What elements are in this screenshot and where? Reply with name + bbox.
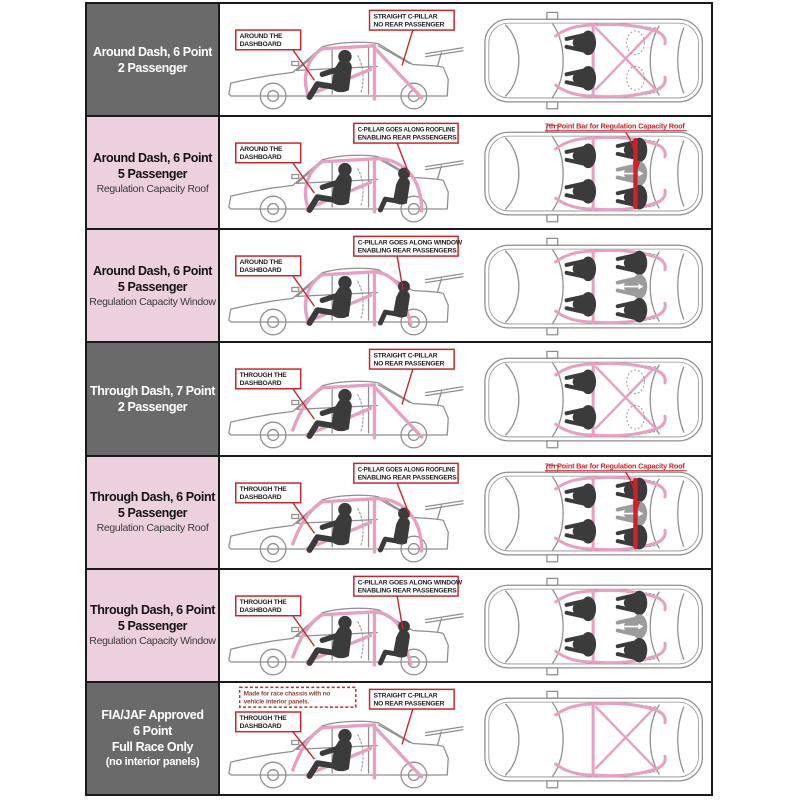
svg-text:THROUGH THE: THROUGH THE (239, 715, 287, 723)
row-label (87, 117, 220, 228)
roll-cage-top (556, 24, 665, 97)
dashboard-callout (236, 256, 301, 276)
top-view-illustration (478, 570, 711, 681)
roll-cage-top (556, 477, 665, 550)
config-row (87, 343, 711, 456)
top-figures (566, 590, 647, 662)
row-label (87, 343, 220, 454)
side-view-illustration (220, 457, 478, 568)
top-view-illustration (478, 117, 711, 228)
svg-text:Made for race chassis with no: Made for race chassis with no (243, 690, 331, 698)
side-figures (310, 389, 352, 436)
c-pillar-callout (370, 350, 455, 370)
rear-passenger-figure (380, 507, 410, 549)
svg-text:ENABLING REAR PASSENGERS: ENABLING REAR PASSENGERS (357, 587, 457, 595)
side-view-illustration (220, 117, 478, 228)
row-illustrations (220, 343, 711, 454)
side-view-illustration (220, 230, 478, 341)
side-view-illustration (220, 4, 478, 115)
side-view-cell (220, 570, 478, 681)
top-view-illustration (478, 4, 711, 115)
row-subtitle: (no interior panels) (105, 756, 200, 769)
passenger-top-figure (618, 524, 648, 549)
side-view-cell (220, 230, 478, 341)
top-view-cell (478, 343, 711, 454)
svg-text:DASHBOARD: DASHBOARD (239, 493, 282, 501)
top-view-cell (478, 4, 711, 115)
svg-text:THROUGH THE: THROUGH THE (239, 485, 287, 493)
row-title-line: Full Race Only (111, 740, 194, 755)
svg-text:C-PILLAR GOES ALONG ROOFLINE: C-PILLAR GOES ALONG ROOFLINE (357, 466, 456, 474)
row-label (87, 230, 220, 341)
config-row (87, 570, 711, 683)
svg-text:THROUGH THE: THROUGH THE (239, 372, 287, 380)
driver-figure (310, 389, 352, 436)
passenger-top-figure (566, 144, 596, 169)
passenger-top-figure (566, 405, 596, 430)
svg-text:DASHBOARD: DASHBOARD (239, 722, 282, 730)
svg-text:ENABLING REAR PASSENGERS: ENABLING REAR PASSENGERS (357, 134, 457, 142)
row-label (87, 570, 220, 681)
c-pillar-callout (354, 463, 458, 483)
svg-text:C-PILLAR GOES ALONG ROOFLINE: C-PILLAR GOES ALONG ROOFLINE (357, 126, 456, 134)
row-label (87, 683, 220, 794)
svg-text:7th Point Bar for Regulation C: 7th Point Bar for Regulation Capacity Roof (544, 122, 686, 131)
row-label (87, 457, 220, 568)
c-pillar-callout (370, 689, 455, 709)
svg-text:STRAIGHT C-PILLAR: STRAIGHT C-PILLAR (373, 692, 438, 700)
dashboard-callout (236, 143, 301, 163)
row-illustrations (220, 117, 711, 228)
passenger-top-figure (566, 483, 596, 508)
c-pillar-callout (354, 576, 463, 596)
driver-figure (310, 729, 352, 776)
side-view-illustration (220, 570, 478, 681)
row-title-line: 2 Passenger (117, 60, 188, 75)
svg-text:DASHBOARD: DASHBOARD (239, 380, 282, 388)
row-subtitle: Regulation Capacity Window (89, 635, 216, 648)
row-title-line: 6 Point (133, 724, 172, 739)
row-illustrations (220, 4, 711, 115)
config-row (87, 117, 711, 230)
passenger-top-figure (566, 632, 596, 657)
row-title-line: 5 Passenger (117, 619, 188, 634)
passenger-top-figure (566, 66, 596, 91)
side-figures (310, 729, 352, 776)
svg-text:AROUND THE: AROUND THE (239, 33, 283, 41)
c-pillar-leader-line (402, 30, 413, 65)
passenger-top-figure (618, 298, 648, 323)
passenger-top-figure (566, 257, 596, 282)
passenger-top-figure (566, 31, 596, 56)
c-pillar-leader-line (402, 709, 413, 744)
roll-cage-top (556, 703, 665, 776)
svg-text:C-PILLAR GOES ALONG WINDOW: C-PILLAR GOES ALONG WINDOW (357, 579, 462, 587)
driver-figure (310, 502, 352, 549)
seventh-point-note (545, 462, 687, 512)
row-illustrations (220, 230, 711, 341)
svg-text:AROUND THE: AROUND THE (239, 259, 283, 267)
passenger-top-figure (618, 638, 648, 663)
row-illustrations (220, 570, 711, 681)
row-title-line: Through Dash, 7 Point (90, 383, 215, 398)
driver-figure (310, 616, 352, 663)
side-view-cell (220, 4, 478, 115)
config-row (87, 457, 711, 570)
top-view-illustration (478, 230, 711, 341)
passenger-top-figure (618, 185, 648, 210)
top-view-illustration (478, 457, 711, 568)
seventh-point-note (545, 122, 687, 172)
roll-cage-top (556, 590, 665, 663)
row-subtitle: Regulation Capacity Window (89, 295, 216, 308)
svg-text:STRAIGHT C-PILLAR: STRAIGHT C-PILLAR (373, 13, 438, 21)
driver-figure (310, 276, 352, 323)
row-title-line: Through Dash, 6 Point (90, 603, 215, 618)
row-subtitle: Regulation Capacity Roof (96, 182, 209, 195)
side-view-cell (220, 457, 478, 568)
row-title-line: 5 Passenger (117, 279, 188, 294)
svg-text:ENABLING REAR PASSENGERS: ENABLING REAR PASSENGERS (357, 473, 457, 481)
row-illustrations (220, 683, 711, 794)
row-title-line: 5 Passenger (117, 166, 188, 181)
roll-cage-top (556, 250, 665, 323)
svg-text:ENABLING REAR PASSENGERS: ENABLING REAR PASSENGERS (357, 247, 457, 255)
row-illustrations (220, 457, 711, 568)
side-view-cell (220, 683, 478, 794)
passenger-top-figure (566, 596, 596, 621)
passenger-top-figure (618, 251, 648, 276)
passenger-top-figure (566, 370, 596, 395)
dashboard-callout (236, 712, 301, 732)
passenger-top-figure (618, 590, 648, 615)
passenger-top-figure (618, 477, 648, 502)
top-view-illustration (478, 343, 711, 454)
roll-cage-top (556, 364, 665, 437)
svg-text:DASHBOARD: DASHBOARD (239, 267, 282, 275)
driver-figure (310, 163, 352, 210)
svg-text:7th Point Bar for Regulation C: 7th Point Bar for Regulation Capacity Roof (544, 461, 686, 470)
rear-passenger-figure (380, 281, 410, 323)
dashboard-callout (236, 596, 301, 616)
passenger-top-figure (566, 519, 596, 544)
svg-text:NO REAR PASSENGER: NO REAR PASSENGER (373, 700, 445, 708)
side-view-cell (220, 343, 478, 454)
c-pillar-leader-line (402, 369, 413, 404)
top-view-cell (478, 683, 711, 794)
top-figures (566, 251, 647, 323)
passenger-top-figure (566, 292, 596, 317)
config-row (87, 230, 711, 343)
passenger-top-figure (566, 179, 596, 204)
side-view-illustration (220, 683, 478, 794)
top-figures (566, 31, 644, 91)
row-title-line: Through Dash, 6 Point (90, 490, 215, 505)
side-figures (310, 50, 352, 97)
row-title-line: Around Dash, 6 Point (92, 44, 213, 59)
race-chassis-callout (240, 687, 356, 707)
side-view-illustration (220, 343, 478, 454)
c-pillar-callout (354, 124, 458, 144)
row-title-line: 2 Passenger (117, 399, 188, 414)
row-subtitle: Regulation Capacity Roof (96, 522, 209, 535)
svg-text:DASHBOARD: DASHBOARD (239, 606, 282, 614)
svg-text:NO REAR PASSENGER: NO REAR PASSENGER (373, 360, 445, 368)
svg-text:DASHBOARD: DASHBOARD (239, 41, 282, 49)
config-row (87, 4, 711, 117)
roll-cage-top (556, 137, 665, 210)
row-title-line: 5 Passenger (117, 506, 188, 521)
top-figures (566, 370, 644, 430)
driver-figure (310, 50, 352, 97)
row-label (87, 4, 220, 115)
top-view-illustration (478, 683, 711, 794)
top-view-cell (478, 457, 711, 568)
c-pillar-callout (354, 237, 463, 257)
svg-text:NO REAR PASSENGER: NO REAR PASSENGER (373, 21, 445, 29)
side-view-cell (220, 117, 478, 228)
passenger-top-figure (618, 138, 648, 163)
row-title-line: Around Dash, 6 Point (92, 263, 213, 278)
row-title-line: FIA/JAF Approved (101, 708, 204, 723)
config-row (87, 683, 711, 794)
rear-passenger-figure (380, 620, 410, 662)
svg-text:STRAIGHT C-PILLAR: STRAIGHT C-PILLAR (373, 352, 438, 360)
svg-text:AROUND THE: AROUND THE (239, 146, 283, 154)
dashboard-callout (236, 30, 301, 50)
rollcage-configuration-table (85, 2, 713, 796)
top-view-cell (478, 117, 711, 228)
dashboard-callout (236, 369, 301, 389)
svg-text:DASHBOARD: DASHBOARD (239, 154, 282, 162)
svg-text:vehicle interior panels.: vehicle interior panels. (243, 698, 310, 706)
top-view-cell (478, 570, 711, 681)
dashboard-callout (236, 483, 301, 503)
rear-passenger-figure (380, 168, 410, 210)
c-pillar-callout (370, 10, 455, 30)
top-view-cell (478, 230, 711, 341)
svg-text:C-PILLAR GOES ALONG WINDOW: C-PILLAR GOES ALONG WINDOW (357, 239, 462, 247)
row-title-line: Around Dash, 6 Point (92, 150, 213, 165)
svg-text:THROUGH THE: THROUGH THE (239, 598, 287, 606)
